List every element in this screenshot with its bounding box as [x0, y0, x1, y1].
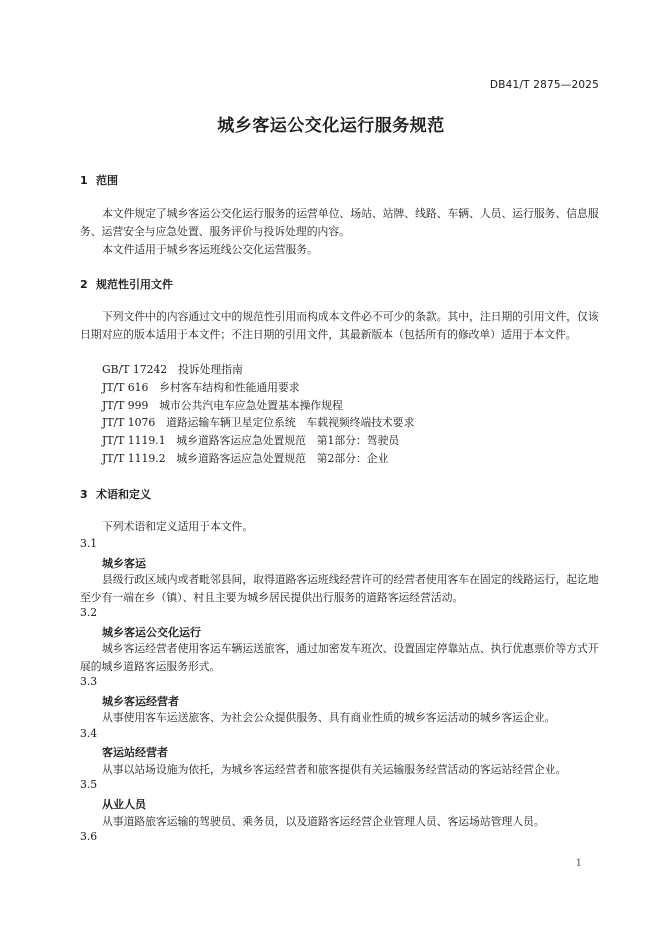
reference-item: JT/T 616 乡村客车结构和性能通用要求 — [102, 381, 300, 394]
reference-item: JT/T 1076 道路运输车辆卫星定位系统 车载视频终端技术要求 — [102, 416, 415, 429]
scope-paragraph: 本文件规定了城乡客运公交化运行服务的运营单位、场站、站牌、线路、车辆、人员、运行服务、信息服务、运营安全与应急处置、服务评价与投诉处理的内容。 — [80, 207, 599, 238]
term-title: 客运站经营者 — [102, 746, 168, 759]
document-title: 城乡客运公交化运行服务规范 — [217, 116, 445, 136]
section-3-heading — [80, 486, 151, 502]
section-1-heading — [80, 172, 118, 188]
clause-number: 3.1 — [80, 537, 98, 550]
clause-number: 3.6 — [80, 830, 98, 843]
reference-item: JT/T 1119.1 城乡道路客运应急处置规范 第1部分：驾驶员 — [102, 434, 400, 447]
reference-item: JT/T 999 城市公共汽电车应急处置基本操作规程 — [102, 399, 343, 412]
section-number: 2 — [80, 278, 88, 291]
clause-number: 3.2 — [80, 606, 98, 619]
reference-item: GB/T 17242 投诉处理指南 — [102, 363, 243, 376]
references-intro: 下列文件中的内容通过文中的规范性引用而构成本文件必不可少的条款。其中，注日期的引用文件，仅该日期对应的版本适用于本文件；不注日期的引用文件，其最新版本（包括所有的修改单）适用于本文件。 — [80, 310, 599, 341]
section-number: 3 — [80, 488, 88, 501]
term-definition: 县级行政区域内或者毗邻县间，取得道路客运班线经营许可的经营者使用客车在固定的线路运行，起讫地至少有一端在乡（镇）、村且主要为城乡居民提供出行服务的道路客运经营活动。 — [80, 573, 599, 604]
reference-item: JT/T 1119.2 城乡道路客运应急处置规范 第2部分：企业 — [102, 452, 389, 465]
term-definition: 城乡客运经营者使用客运车辆运送旅客，通过加密发车班次、设置固定停靠站点、执行优惠票价等方式开展的城乡道路客运服务形式。 — [80, 642, 599, 673]
term-title: 从业人员 — [102, 798, 146, 811]
term-definition: 从事使用客车运送旅客、为社会公众提供服务、具有商业性质的城乡客运活动的城乡客运企业。 — [102, 711, 556, 724]
clause-number: 3.4 — [80, 727, 98, 740]
section-2-heading — [80, 276, 173, 292]
page-number: 1 — [575, 858, 582, 869]
term-definition: 从事道路旅客运输的驾驶员、乘务员，以及道路客运经营企业管理人员、客运场站管理人员。 — [102, 815, 545, 828]
section-number: 1 — [80, 174, 88, 187]
clause-number: 3.3 — [80, 675, 98, 688]
term-title: 城乡客运公交化运行 — [102, 626, 201, 639]
term-title: 城乡客运 — [102, 557, 146, 570]
clause-number: 3.5 — [80, 778, 98, 791]
section-title: 范围 — [96, 174, 118, 187]
term-definition: 从事以站场设施为依托，为城乡客运经营者和旅客提供有关运输服务经营活动的客运站经营企业。 — [102, 763, 567, 776]
section-title: 术语和定义 — [96, 488, 151, 501]
scope-applicability: 本文件适用于城乡客运班线公交化运营服务。 — [102, 243, 318, 256]
standard-code: DB41/T 2875—2025 — [489, 79, 599, 91]
section-title: 规范性引用文件 — [96, 278, 173, 291]
terms-intro: 下列术语和定义适用于本文件。 — [102, 520, 254, 533]
term-title: 城乡客运经营者 — [102, 695, 179, 708]
